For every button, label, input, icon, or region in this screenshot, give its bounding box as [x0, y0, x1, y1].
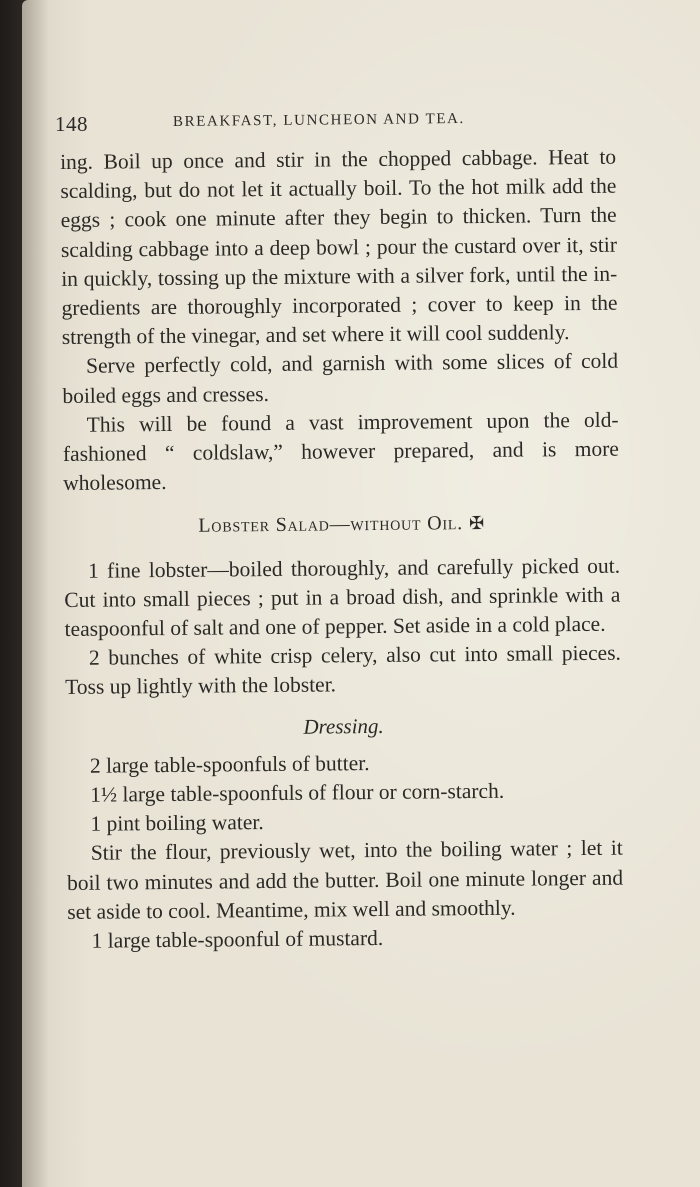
ingredient-mustard: 1 large table-spoonful of mustard.: [91, 926, 384, 953]
maltese-cross-icon: ✠: [468, 513, 486, 534]
page-header: [55, 108, 615, 138]
ingredient-butter: 2 large table-spoonfuls of butter.: [89, 750, 370, 778]
paragraph-dressing-method: Stir the flour, previously wet, into the boiling water ; let it boil two minutes and add the butter. Boil one minute longer and set aside to cool. Meantime, mix well and smoothly.: [66, 836, 624, 924]
paragraph-serve: Serve perfectly cold, and garnish with some slices of cold boiled eggs and cresses.: [62, 349, 619, 408]
paragraph-lobster: 1 fine lobster—boiled thoroughly, and carefully picked out. Cut into small pieces ; put in a broad dish, and sprinkle with a teaspoonful of salt and one of pepper. Set aside in a cold place.: [64, 553, 621, 642]
dressing-heading: Dressing.: [303, 713, 384, 739]
recipe-heading-lobster-salad: [64, 508, 620, 543]
paragraph-celery: 2 bunches of white crisp celery, also cut into small pieces. Toss up lightly with the lobster.: [65, 640, 621, 700]
body-text: [60, 143, 624, 957]
paragraph-improvement: This will be found a vast improvement upon the old-fashioned “ coldslaw,” however prepared, and is more wholesome.: [62, 407, 620, 496]
book-page: [22, 0, 700, 1187]
recipe-title: Lobster Salad—without Oil.: [198, 512, 464, 538]
page-number: 148: [55, 112, 88, 136]
running-head: BREAKFAST, LUNCHEON AND TEA.: [172, 110, 465, 130]
ingredient-flour: 1½ large table-spoonfuls of flour or corn-starch.: [90, 778, 505, 807]
paragraph-coldslaw-method: ing. Boil up once and stir in the chopped cabbage. Heat to scalding, but do not let it actually boil. To the hot milk add the eggs ; cook one minute after they begin to thicken. Turn the scalding cabbage into a deep bowl ; pour the custard over it, stir in quickly, tossing up the mixture with a silver fork, until the ingredients are thoroughly incorporated ; cover to keep in the strength of the vinegar, and set where it will cool suddenly.: [60, 144, 618, 350]
ingredient-water: 1 pint boiling water.: [90, 810, 264, 837]
